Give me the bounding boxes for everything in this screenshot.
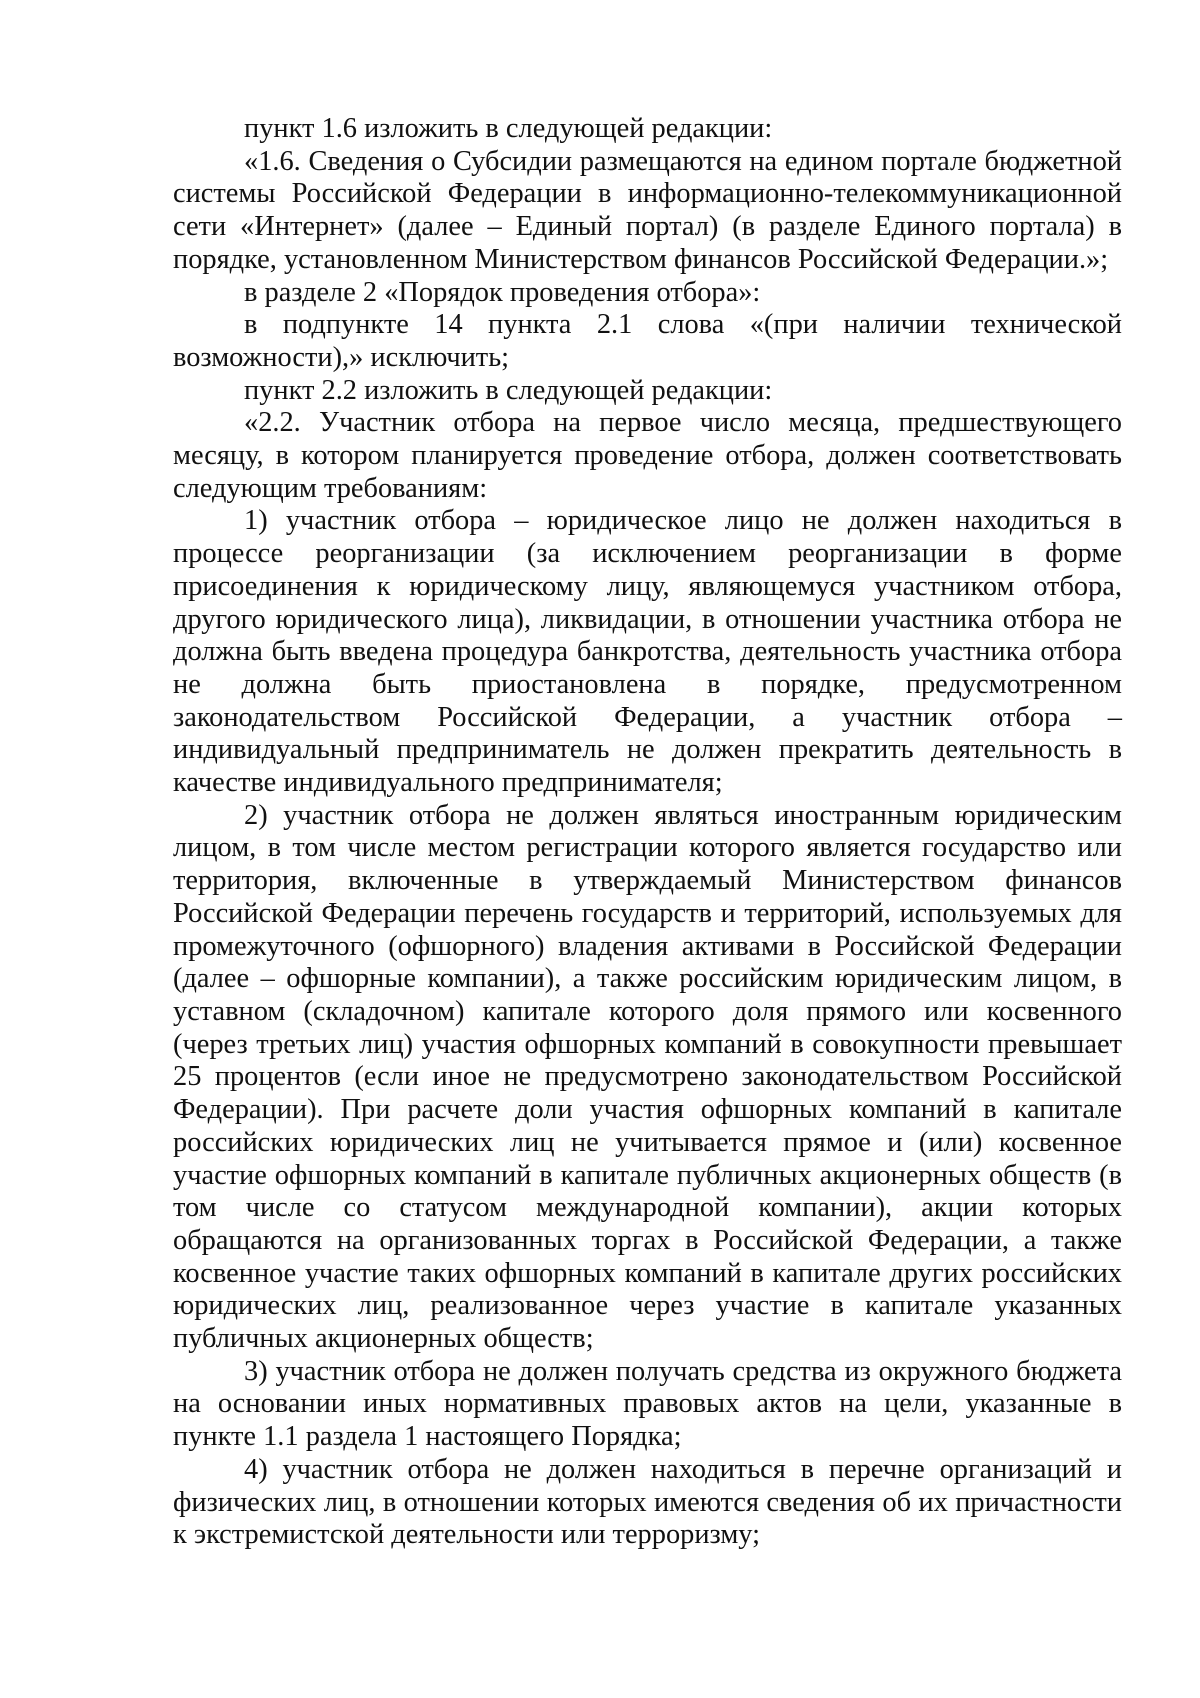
document-page xyxy=(173,113,1122,1552)
paragraph-item-2-2-intro: пункт 2.2 изложить в следующей редакции: xyxy=(244,374,773,406)
paragraph-item-1-6-intro: пункт 1.6 изложить в следующей редакции: xyxy=(244,113,773,144)
paragraph-requirement-4: 4) участник отбора не должен находиться в перечне организаций и физических лиц, в отношении которых имеются сведения об их причастности к экстремистской деятельности или терроризму; xyxy=(173,1453,1122,1551)
paragraph-item-2-2-text: «2.2. Участник отбора на первое число месяца, предшествующего месяцу, в котором планируется проведение отбора, должен соответствовать следующим требованиям: xyxy=(173,407,1122,504)
paragraph-requirement-1: 1) участник отбора – юридическое лицо не должен находиться в процессе реорганизации (за исключением реорганизации в форме присоединения к юридическому лицу, являющемуся участником отбора, другого юридического лица), ликвидации, в отношении участника отбора не должна быть введена процедура банкротства, деятельность участника отбора не должна быть приостановлена в порядке, предусмотренном законодательством Российской Федерации, а участник отбора – индивидуальный предприниматель не должен прекратить деятельность в качестве индивидуального предпринимателя; xyxy=(173,505,1122,799)
paragraph-item-1-6-text: «1.6. Сведения о Субсидии размещаются на едином портале бюджетной системы Российской Федерации в информационно-телекоммуникационной сети «Интернет» (далее – Единый портал) (в разделе Единого портала) в порядке, установленном Министерством финансов Российской Федерации.»; xyxy=(173,145,1122,275)
paragraph-section-2-intro: в разделе 2 «Порядок проведения отбора»: xyxy=(244,276,761,308)
paragraph-requirement-3: 3) участник отбора не должен получать средства из окружного бюджета на основании иных нормативных правовых актов на цели, указанные в пункте 1.1 раздела 1 настоящего Порядка; xyxy=(173,1355,1122,1453)
paragraph-requirement-2: 2) участник отбора не должен являться иностранным юридическим лицом, в том числе местом регистрации которого является государство или территория, включенные в утверждаемый Министерством финансов Российской Федерации перечень государств и территорий, используемых для промежуточного (офшорного) владения активами в Российской Федерации (далее – офшорные компании), а также российским юридическим лицом, в уставном (складочном) капитале которого доля прямого или косвенного (через третьих лиц) участия офшорных компаний в совокупности превышает 25 процентов (если иное не предусмотрено законодательством Российской Федерации). При расчете доли участия офшорных компаний в капитале российских юридических лиц не учитывается прямое и (или) косвенное участие офшорных компаний в капитале публичных акционерных обществ (в том числе со статусом международной компании), акции которых обращаются на организованных торгах в Российской Федерации, а также косвенное участие таких офшорных компаний в капитале других российских юридических лиц, реализованное через участие в капитале указанных публичных акционерных обществ; xyxy=(173,799,1122,1355)
paragraph-subitem-14: в подпункте 14 пункта 2.1 слова «(при наличии технической возможности),» исключить; xyxy=(173,309,1122,373)
